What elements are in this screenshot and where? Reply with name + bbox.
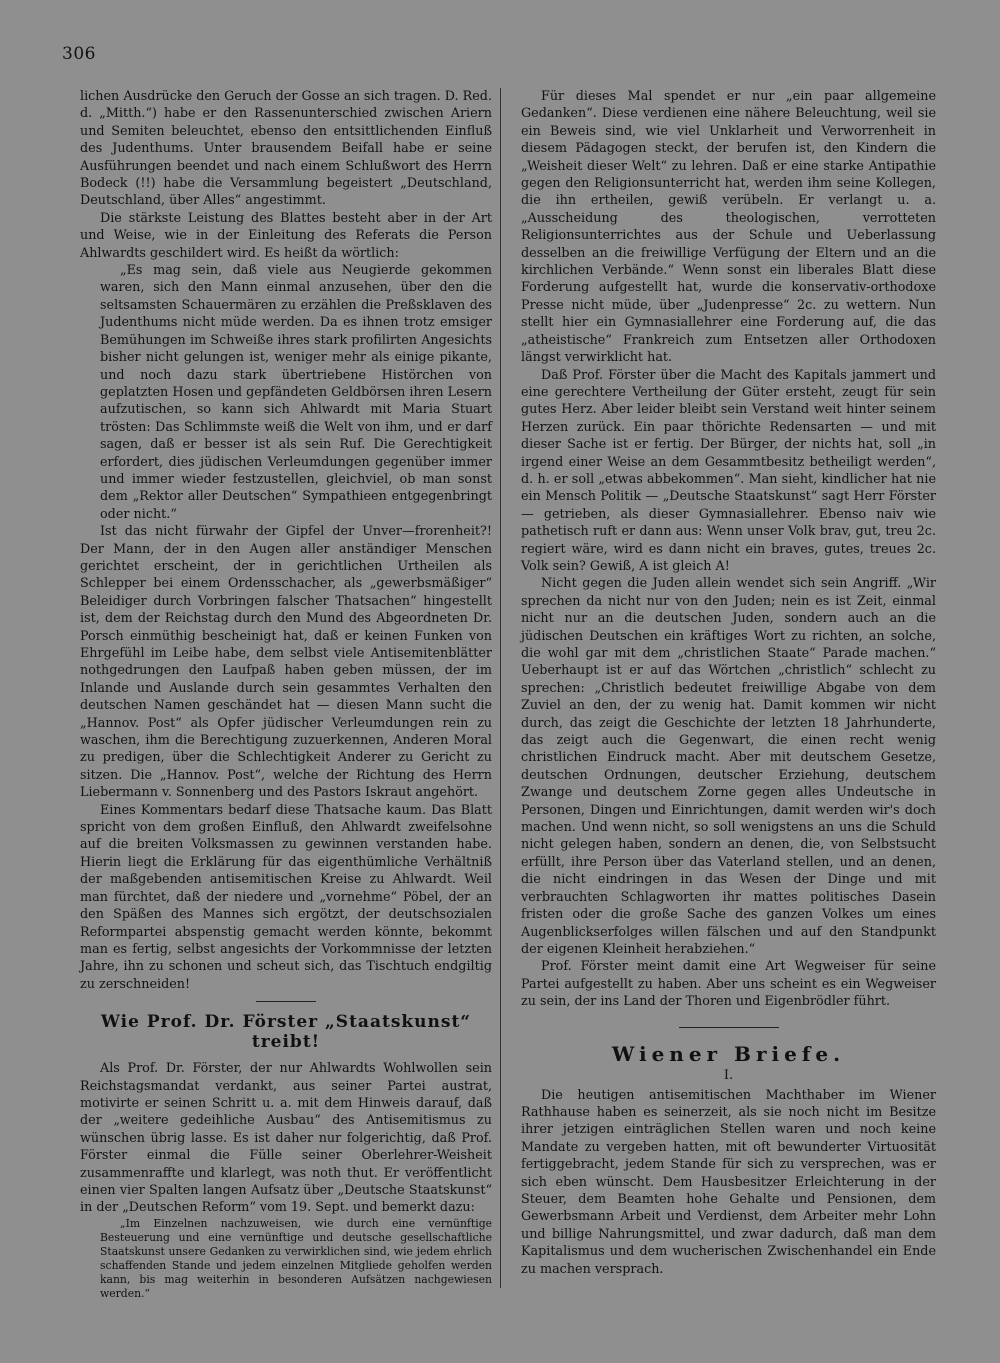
left-paragraph-2: Die stärkste Leistung des Blattes besteht aber in der Art und Weise, wie in der Einleitung des Referats die Person Ahlwardts geschildert wird. Es heißt da wörtlich: bbox=[80, 210, 492, 261]
left-quote-2-text: „Im Einzelnen nachzuweisen, wie durch eine vernünftige Besteuerung und eine vernünftige und deutsche gesellschaftliche Staatskunst unsere Gedanken zu verwirklichen sind, wie jedem ehrlich schaffenden Stande und jedem einzelnen Mitgliede geholfen werden kann, bis mag weiterhin in besonderen Aufsätzen nachgewiesen werden.“ bbox=[100, 1216, 492, 1300]
left-column bbox=[80, 88, 492, 1301]
right-paragraph-2: Daß Prof. Förster über die Macht des Kapitals jammert und eine gerechtere Vertheilung der Güter ersteht, zeugt für sein gutes Herz. Aber leider bleibt sein Verstand weit hinter seinem Herzen zurück. Ein paar thörichte Redensarten — und mit dieser Sache ist er fertig. Der Bürger, der nichts hat, soll „in irgend einer Weise an dem Gesammtbesitz betheiligt werden“, d. h. er soll „etwas abbekommen“. Man sieht, kindlicher hat nie ein Mensch Politik — „Deutsche Staatskunst“ sagt Herr Förster — getrieben, als dieser Gymnasiallehrer. Ebenso naiv wie pathetisch ruft er dann aus: Wenn unser Volk brav, gut, treu 2c. regiert wäre, wird es dann nicht ein braves, gutes, treues 2c. Volk sein? Gewiß, A ist gleich A! bbox=[521, 367, 936, 574]
right-paragraph-4: Prof. Förster meint damit eine Art Wegweiser für seine Partei aufgestellt zu haben. Aber uns scheint es ein Wegweiser zu sein, der ins Land der Thoren und Eigenbrödler führt. bbox=[521, 959, 936, 1010]
right-paragraph-5: Die heutigen antisemitischen Machthaber im Wiener Rathhause haben es seinerzeit, als sie noch nicht im Besitze ihrer jetzigen einträglichen Stellen waren und noch keine Mandate zu vergeben hatten, mit oft bewunderter Virtuosität fertiggebracht, jedem Stande für sich zu versprechen, was er sich eben wünscht. Dem Hausbesitzer Erleichterung in der Steuer, dem Beamten hohe Gehalte und Pensionen, dem Gewerbsmann Arbeit und Verdienst, dem Arbeiter mehr Lohn und billige Nahrungsmittel, und zwar dadurch, daß man dem Kapitalismus und dem wucherischen Zwischenhandel ein Ende zu machen versprach. bbox=[521, 1087, 936, 1277]
article-heading-wiener-briefe: Wiener Briefe. bbox=[611, 1041, 846, 1066]
left-paragraph-5: Als Prof. Dr. Förster, der nur Ahlwardts Wohlwollen sein Reichstagsmandat verdankt, aus seiner Partei austrat, motivirte er seinen Schritt u. a. mit dem Hinweis darauf, daß der „weitere gedeihliche Ausbau“ des Antisemitismus zu wünschen übrig lasse. Es ist daher nur folgerichtig, daß Prof. Förster einmal die Fülle seiner Oberlehrer-Weisheit zusammenraffte und klarlegt, was noth thut. Er veröffentlicht einen vier Spalten langen Aufsatz über „Deutsche Staatskunst“ in der „Deutschen Reform“ vom 19. Sept. und bemerkt dazu: bbox=[80, 1061, 492, 1216]
left-paragraph-4: Eines Kommentars bedarf diese Thatsache kaum. Das Blatt spricht von dem großen Einfluß, den Ahlwardt zweifelsohne auf die breiten Volksmassen zu gewinnen verstanden habe. Hierin liegt die Erklärung für das eigenthümliche Verhältniß der maßgebenden antisemitischen Kreise zu Ahlwardt. Weil man fürchtet, daß der niedere und „vornehme“ Pöbel, der an den Späßen des Mannes sich ergötzt, der deutschsozialen Reformpartei abspenstig gemacht werden könnte, bekommt man es fertig, selbst angesichts der Vorkommnisse der letzten Jahre, ihn zu schonen und scheut sich, das Tischtuch endgiltig zu zerschneiden! bbox=[80, 802, 492, 992]
left-quote-2 bbox=[80, 1217, 492, 1301]
left-paragraph-3: Ist das nicht fürwahr der Gipfel der Unver—frorenheit?! Der Mann, der in den Augen aller anständiger Menschen gerichtet erscheint, der in gerichtlichen Urtheilen als Schlepper bei einem Ordensschacher, als „gewerbsmäßiger“ Beleidiger durch Vorbringen falscher Thatsachen“ hingestellt ist, dem der Reichstag durch den Mund des Abgeordneten Dr. Porsch einmüthig bescheinigt hat, daß er keinen Funken von Ehrgefühl im Leibe habe, dem selbst viele Antisemitenblätter nothgedrungen den Laufpaß haben geben müssen, der im Inlande und Auslande durch sein gesammtes Verhalten den deutschen Namen geschändet hat — diesen Mann sucht die „Hannov. Post“ als Opfer jüdischer Verleumdungen rein zu waschen, ihm die Berechtigung zuzuerkennen, Anderen Moral zu predigen, über die Schlechtigkeit Anderer zu Gericht zu sitzen. Die „Hannov. Post“, welche der Richtung des Herrn Liebermann v. Sonnenberg und des Pastors Iskraut angehört. bbox=[80, 524, 492, 801]
section-separator bbox=[679, 1027, 779, 1028]
right-column bbox=[521, 88, 936, 1278]
section-separator bbox=[256, 1001, 316, 1002]
right-paragraph-3: Nicht gegen die Juden allein wendet sich sein Angriff. „Wir sprechen da nicht nur von den Juden; nein es ist Zeit, einmal nicht nur an die deutschen Juden, sondern auch an die jüdischen Deutschen ein kräftiges Wort zu richten, an solche, die wohl gar mit dem „christlichen Staate“ Parade machen.“ Ueberhaupt ist er auf das Wörtchen „christlich“ schlecht zu sprechen: „Christlich bedeutet freiwillige Abgabe von dem Zuviel an den, der zu wenig hat. Damit kommen wir nicht durch, das zeigt die Geschichte der letzten 18 Jahrhunderte, das zeigt auch die Gegenwart, die einen recht wenig christlichen Eindruck macht. Aber mit deutschem Gesetze, deutschen Ordnungen, deutscher Erziehung, deutschem Zwange und deutschem Zorne gegen alles Undeutsche in Personen, Dingen und Einrichtungen, damit werden wir's doch machen. Und wenn nicht, so soll wenigstens an uns die Schuld nicht gelegen haben, sondern an denen, die, von Selbstsucht erfüllt, ihre Person über das Vaterland stellen, und an denen, die nicht eindringen in das Wesen der Dinge und mit verbrauchten Schlagworten ihr mattes politisches Dasein fristen oder die große Sache des ganzen Volkes um eines Augenblickserfolges willen fälschen und auf den Standpunkt der eigenen Kleinheit herabziehen.“ bbox=[521, 576, 936, 957]
column-divider bbox=[500, 88, 501, 1288]
right-paragraph-1: Für dieses Mal spendet er nur „ein paar allgemeine Gedanken“. Diese verdienen eine nähere Beleuchtung, weil sie ein Beweis sind, wie viel Unklarheit und Verworrenheit in diesem Pädagogen steckt, der berufen ist, den Kindern die „Weisheit dieser Welt“ zu lehren. Daß er eine starke Antipathie gegen den Religionsunterricht hat, werden ihm seine Kollegen, die ihn ertheilen, gewiß verübeln. Er verlangt u. a. „Ausscheidung des theologischen, verrotteten Religionsunterrichtes aus der Schule und Ueberlassung desselben an die freiwillige Verfügung der Eltern und an die kirchlichen Verbände.“ Wenn sonst ein liberales Blatt diese Forderung aufgestellt hat, wurde die konservativ-orthodoxe Presse nicht müde, über „Judenpresse“ 2c. zu wettern. Nun stellt hier ein Gymnasiallehrer eine Forderung auf, die das „atheistische“ Frankreich zum Entsetzen aller Orthodoxen längst verwirklicht hat. bbox=[521, 89, 936, 366]
article-heading-foerster: Wie Prof. Dr. Förster „Staatskunst“ treibt! bbox=[100, 1012, 472, 1053]
page-number: 306 bbox=[62, 44, 96, 64]
left-quote-1-text: „Es mag sein, daß viele aus Neugierde gekommen waren, sich den Mann einmal anzusehen, über den die seltsamsten Schauermären zu erzählen die Preßsklaven des Judenthums nicht müde werden. Da es ihnen trotz emsiger Bemühungen im Schweiße ihres stark profilirten Angesichts bisher nicht gelungen ist, weniger mehr als einige pikante, und noch dazu stark übertriebene Histörchen von geplatzten Hosen und gepfändeten Geldbörsen ihren Lesern aufzutischen, so kann sich Ahlwardt mit Maria Stuart trösten: Das Schlimmste weiß die Welt von ihm, und er darf sagen, daß er besser ist als sein Ruf. Die Gerechtigkeit erfordert, dies jüdischen Verleumdungen gegenüber immer und immer wieder festzustellen, gleichviel, ob man sonst dem „Rektor aller Deutschen“ Sympathieen entgegenbringt oder nicht.“ bbox=[100, 263, 493, 522]
article-subheading: I. bbox=[723, 1067, 734, 1083]
left-paragraph-1: lichen Ausdrücke den Geruch der Gosse an sich tragen. D. Red. d. „Mitth.“) habe er den Rassenunterschied zwischen Ariern und Semiten beleuchtet, ebenso den entsittlichenden Einfluß des Judenthums. Unter brausendem Beifall habe er seine Ausführungen beendet und nach einem Schlußwort des Herrn Bodeck (!!) habe die Versammlung begeistert „Deutschland, Deutschland, über Alles“ angestimmt. bbox=[80, 89, 492, 209]
left-quote-1 bbox=[80, 262, 492, 523]
